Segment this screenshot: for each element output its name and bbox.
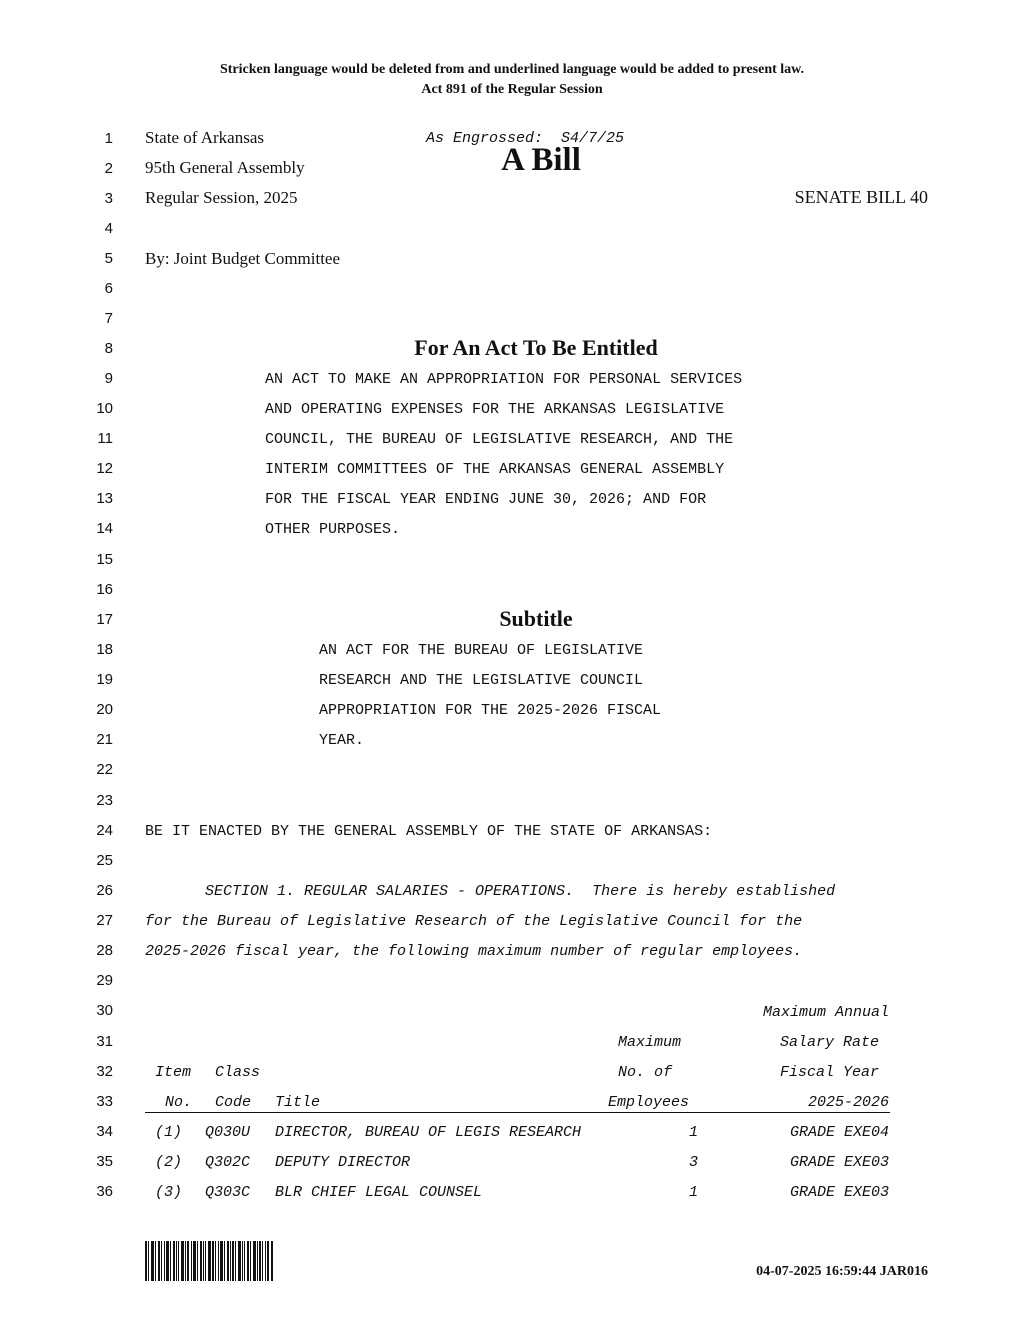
row-count: 1 bbox=[689, 1124, 699, 1141]
row-grade: GRADE EXE03 bbox=[789, 1184, 889, 1201]
subtitle-line: AN ACT FOR THE BUREAU OF LEGISLATIVE bbox=[319, 642, 644, 659]
sponsor: By: Joint Budget Committee bbox=[145, 249, 341, 268]
line-number: 32 bbox=[96, 1063, 113, 1080]
row-item: (1) bbox=[155, 1124, 183, 1141]
line-number: 28 bbox=[96, 942, 113, 959]
subtitle-heading: Subtitle bbox=[499, 606, 573, 631]
line-number: 10 bbox=[96, 400, 113, 417]
line-number: 25 bbox=[96, 852, 113, 869]
header-code: Code bbox=[215, 1094, 252, 1111]
row-title: DIRECTOR, BUREAU OF LEGIS RESEARCH bbox=[275, 1124, 582, 1141]
row-grade: GRADE EXE04 bbox=[789, 1124, 889, 1141]
bill-title: A Bill bbox=[501, 142, 581, 178]
line-number: 22 bbox=[96, 761, 113, 778]
line-number: 17 bbox=[96, 611, 113, 628]
line-number: 21 bbox=[96, 731, 113, 748]
line-number: 29 bbox=[96, 972, 113, 989]
header-year: 2025-2026 bbox=[807, 1094, 889, 1111]
line-number: 26 bbox=[96, 882, 113, 899]
row-code: Q030U bbox=[205, 1124, 251, 1141]
section-1-line: SECTION 1. REGULAR SALARIES - OPERATIONS. There is hereby established bbox=[205, 883, 836, 900]
header-fiscal-year: Fiscal Year bbox=[779, 1064, 879, 1081]
line-number: 14 bbox=[96, 520, 113, 537]
bill-number: SENATE BILL 40 bbox=[794, 187, 928, 207]
row-code: Q303C bbox=[205, 1184, 251, 1201]
row-title: DEPUTY DIRECTOR bbox=[275, 1154, 411, 1171]
line-number: 35 bbox=[96, 1153, 113, 1170]
act-number: Act 891 of the Regular Session bbox=[421, 82, 603, 97]
line-number: 36 bbox=[96, 1183, 113, 1200]
line-number: 1 bbox=[104, 130, 113, 147]
line-number: 18 bbox=[96, 641, 113, 658]
row-code: Q302C bbox=[205, 1154, 251, 1171]
header-maximum: Maximum bbox=[618, 1034, 682, 1051]
line-number: 15 bbox=[96, 551, 113, 568]
subtitle-line: APPROPRIATION FOR THE 2025-2026 FISCAL bbox=[319, 702, 662, 719]
line-number: 5 bbox=[104, 250, 113, 267]
line-number: 30 bbox=[96, 1002, 113, 1019]
row-title: BLR CHIEF LEGAL COUNSEL bbox=[275, 1184, 483, 1201]
row-item: (2) bbox=[155, 1154, 183, 1171]
line-number: 3 bbox=[104, 190, 113, 207]
line-number: 7 bbox=[104, 310, 113, 327]
line-number: 19 bbox=[96, 671, 113, 688]
act-title-line: COUNCIL, THE BUREAU OF LEGISLATIVE RESEARCH, AND THE bbox=[265, 431, 734, 448]
header-salary-rate: Salary Rate bbox=[779, 1034, 879, 1051]
enacting-clause: BE IT ENACTED BY THE GENERAL ASSEMBLY OF THE STATE OF ARKANSAS: bbox=[145, 823, 713, 840]
engrossed-stamp: As Engrossed: S4/7/25 bbox=[426, 130, 625, 147]
line-number: 27 bbox=[96, 912, 113, 929]
line-number: 13 bbox=[96, 490, 113, 507]
subtitle-line: YEAR. bbox=[319, 732, 365, 749]
line-number: 20 bbox=[96, 701, 113, 718]
act-title-line: FOR THE FISCAL YEAR ENDING JUNE 30, 2026; AND FOR bbox=[265, 491, 707, 508]
line-number: 16 bbox=[96, 581, 113, 598]
header-no: No. bbox=[165, 1094, 193, 1111]
line-number: 9 bbox=[104, 370, 113, 387]
line-number: 11 bbox=[97, 430, 113, 447]
row-item: (3) bbox=[155, 1184, 183, 1201]
state-name: State of Arkansas bbox=[145, 128, 264, 147]
line-number: 34 bbox=[96, 1123, 113, 1140]
header-max-annual: Maximum Annual bbox=[762, 1004, 889, 1021]
strike-notice: Stricken language would be deleted from and underlined language would be added to present law. bbox=[219, 62, 805, 77]
line-number: 24 bbox=[96, 822, 113, 839]
header-underline bbox=[145, 1112, 890, 1113]
section-1-line: 2025-2026 fiscal year, the following maximum number of regular employees. bbox=[145, 943, 803, 960]
line-number: 31 bbox=[96, 1033, 113, 1050]
subtitle-line: RESEARCH AND THE LEGISLATIVE COUNCIL bbox=[319, 672, 644, 689]
line-number: 2 bbox=[104, 160, 113, 177]
line-number: 12 bbox=[96, 460, 113, 477]
line-number: 33 bbox=[96, 1093, 113, 1110]
row-count: 1 bbox=[689, 1184, 699, 1201]
header-no-of: No. of bbox=[618, 1064, 673, 1081]
line-number: 4 bbox=[104, 220, 113, 237]
barcode-icon bbox=[145, 1241, 273, 1281]
act-title-heading: For An Act To Be Entitled bbox=[414, 335, 658, 360]
act-title-line: AN ACT TO MAKE AN APPROPRIATION FOR PERSONAL SERVICES bbox=[265, 371, 743, 388]
line-number: 8 bbox=[104, 340, 113, 357]
header-item: Item bbox=[155, 1064, 192, 1081]
act-title-line: INTERIM COMMITTEES OF THE ARKANSAS GENERAL ASSEMBLY bbox=[265, 461, 725, 478]
general-assembly: 95th General Assembly bbox=[145, 158, 305, 177]
session-name: Regular Session, 2025 bbox=[145, 188, 298, 207]
footer-timestamp: 04-07-2025 16:59:44 JAR016 bbox=[756, 1264, 928, 1279]
header-class: Class bbox=[215, 1064, 261, 1081]
act-title-line: OTHER PURPOSES. bbox=[265, 521, 401, 538]
section-1-line: for the Bureau of Legislative Research of the Legislative Council for the bbox=[145, 913, 803, 930]
act-title-line: AND OPERATING EXPENSES FOR THE ARKANSAS LEGISLATIVE bbox=[265, 401, 725, 418]
header-title: Title bbox=[275, 1094, 321, 1111]
row-grade: GRADE EXE03 bbox=[789, 1154, 889, 1171]
line-number: 6 bbox=[104, 280, 113, 297]
row-count: 3 bbox=[689, 1154, 699, 1171]
header-employees: Employees bbox=[608, 1094, 690, 1111]
line-number: 23 bbox=[96, 792, 113, 809]
